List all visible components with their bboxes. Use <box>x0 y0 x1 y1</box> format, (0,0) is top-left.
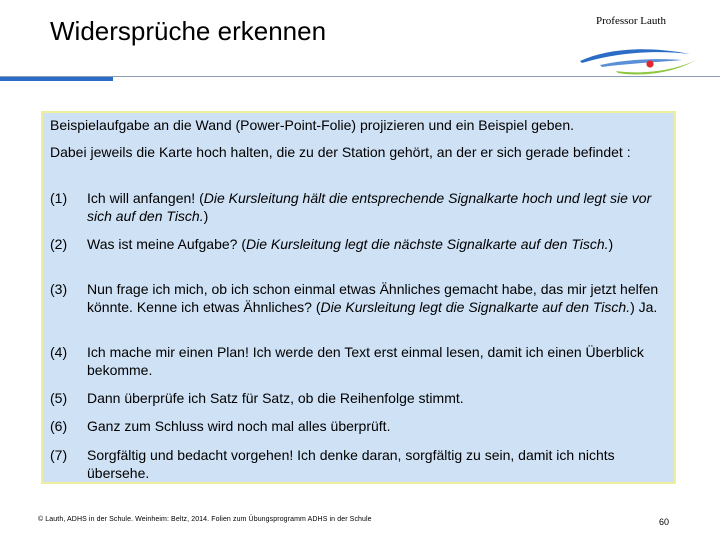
item-text: Sorgfältig und bedacht vorgehen! Ich denke daran, sorgfältig zu sein, damit ich nichts übersehe. <box>87 447 615 481</box>
item-number: (3) <box>50 281 68 297</box>
item-number: (5) <box>50 390 68 406</box>
item-number: (7) <box>50 447 68 463</box>
item-number: (6) <box>50 418 68 434</box>
page-number: 60 <box>659 517 670 527</box>
item-number: (1) <box>50 190 68 206</box>
item-text: Nun frage ich mich, ob ich schon einmal etwas Ähnliches gemacht habe, das mir jetzt helfen könnte. Kenne ich etwas Ähnliches? (Die Kursleitung legt die Signalkarte auf den Tisch.) Ja. <box>87 281 659 315</box>
item-number: (4) <box>50 344 68 360</box>
item-text: Ganz zum Schluss wird noch mal alles überprüft. <box>87 418 391 434</box>
slide-title: Widersprüche erkennen <box>50 16 327 46</box>
instruction-paragraph: Dabei jeweils die Karte hoch halten, die zu der Station gehört, an der er sich gerade befindet : <box>50 144 631 160</box>
item-text: Ich will anfangen! (Die Kursleitung hält die entsprechende Signalkarte hoch und legt sie vor sich auf den Tisch.) <box>87 190 652 224</box>
header-accent-bar <box>0 77 113 81</box>
item-text: Ich mache mir einen Plan! Ich werde den Text erst einmal lesen, damit ich einen Überblick bekomme. <box>87 344 644 378</box>
item-number: (2) <box>50 236 68 252</box>
item-text: Dann überprüfe ich Satz für Satz, ob die Reihenfolge stimmt. <box>87 390 464 406</box>
item-text: Was ist meine Aufgabe? (Die Kursleitung legt die nächste Signalkarte auf den Tisch.) <box>87 236 614 252</box>
logo-icon <box>578 40 708 76</box>
author-name: Professor Lauth <box>596 15 666 27</box>
footer-citation: © Lauth, ADHS in der Schule. Weinheim: Beltz, 2014. Folien zum Übungsprogramm ADHS in der Schule <box>38 516 372 523</box>
intro-paragraph: Beispielaufgabe an die Wand (Power-Point-Folie) projizieren und ein Beispiel geben. <box>50 117 575 133</box>
